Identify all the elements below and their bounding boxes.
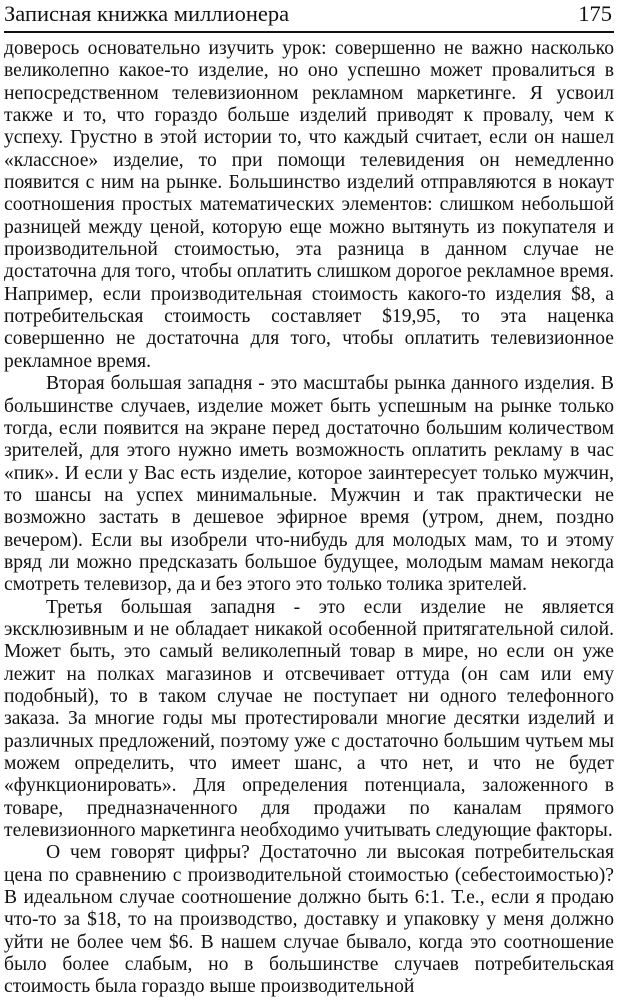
paragraph-continued: доверось основательно изучить урок: совершенно не важно насколько великолепно какое-то изделие, но оно успешно может провалиться в непосредственном телевизионном рекламном маркетинге. Я усвоил также и то, что гораздо больше изделий приводят к провалу, чем к успеху. Грустно в этой истории то, что каждый считает, если он нашел «классное» изделие, то при помощи телевидения он немедленно появится с ним на рынке. Большинство изделий отправляются в нокаут соотношения простых математических элементов: слишком небольшой разницей между ценой, которую еще можно вытянуть из покупателя и производительной стоимостью, эта разница в данном случае не достаточна для того, чтобы оплатить слишком дорогое рекламное время. Например, если производительная стоимость какого-то изделия $8, а потребительская стоимость составляет $19,95, то эта наценка совершенно не достаточна для того, чтобы оплатить телевизионное рекламное время.	[4, 38, 614, 372]
paragraph-second-trap: Вторая большая западня - это масштабы рынка данного изделия. В большинстве случаев, изделие может быть успешным на рынке только тогда, если появится на экране перед достаточно большим количеством зрителей, для этого нужно иметь возможность оплатить рекламу в час «пик». И если у Вас есть изделие, которое заинтересует только мужчин, то шансы на успех минимальные. Мужчин и так практически не возможно застать в дешевое эфирное время (утром, днем, поздно вечером). Если вы изобрели что-нибудь для молодых мам, то и этому вряд ли можно предсказать большое будущее, молодым мамам некогда смотреть телевизор, да и без этого это только толика зрителей.	[4, 373, 614, 596]
header-rule	[4, 31, 614, 33]
book-title: Записная книжка миллионера	[4, 1, 290, 26]
body-text	[4, 38, 614, 999]
page-number: 175	[578, 1, 612, 26]
paragraph-numbers: О чем говорят цифры? Достаточно ли высокая потребительская цена по сравнению с производительной стоимостью (себестоимостью)? В идеальном случае соотношение должно быть 6:1. Т.е., если я продаю что-то за $18, то на производство, доставку и упаковку у меня должно уйти не более чем $6. В нашем случае бывало, когда это соотношение было более слабым, но в большинстве случаев потребительская стоимость была гораздо выше производительной	[4, 842, 614, 998]
paragraph-third-trap: Третья большая западня - это если изделие не является эксклюзивным и не обладает никакой особенной притягательной силой. Может быть, это самый великолепный товар в мире, но если он уже лежит на полках магазинов и отсвечивает оттуда (он сам или ему подобный), то в таком случае не поступает ни одного телефонного заказа. За многие годы мы протестировали многие десятки изделий и различных предложений, поэтому уже с достаточно большим чутьем мы можем определить, что имеет шанс, а что нет, и что не будет «функционировать». Для определения потенциала, заложенного в товаре, предназначенного для продажи по каналам прямого телевизионного маркетинга необходимо учитывать следующие факторы.	[4, 596, 614, 842]
running-header	[4, 0, 614, 30]
